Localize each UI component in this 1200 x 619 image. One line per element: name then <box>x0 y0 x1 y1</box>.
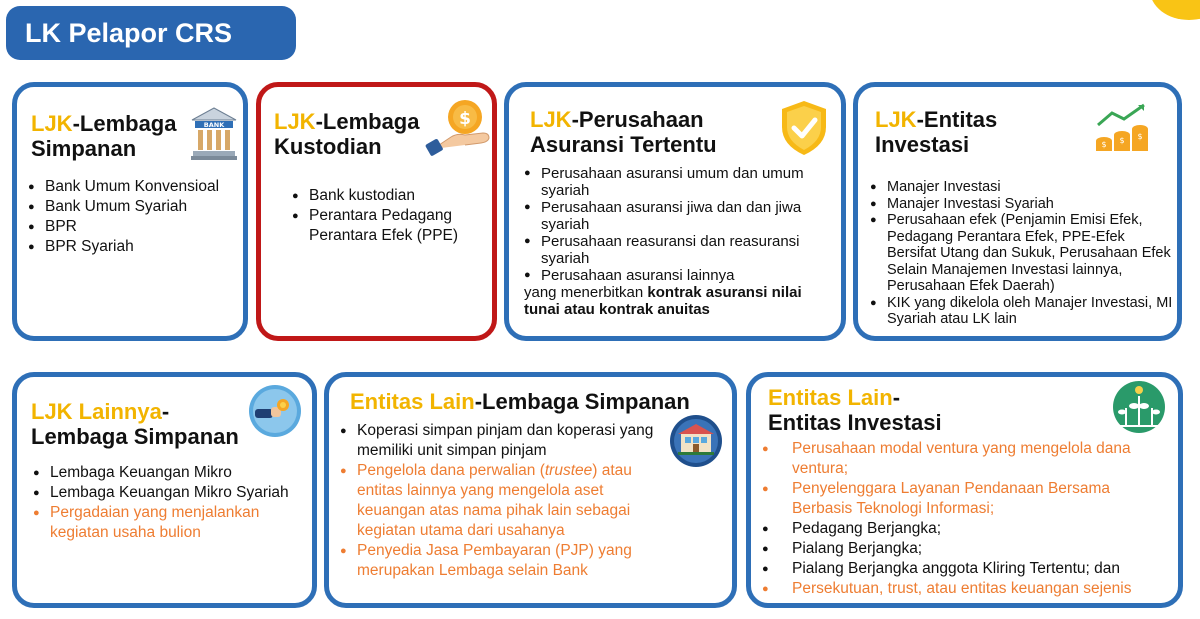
svg-text:$: $ <box>459 109 471 129</box>
item-list <box>762 439 1172 599</box>
card-heading: LJK-Perusahaan Asuransi Tertentu <box>530 107 717 157</box>
list-item: ● Penyedia Jasa Pembayaran (PJP) yang merupakan Lembaga selain Bank <box>340 541 658 581</box>
list-item: ● Manajer Investasi Syariah <box>870 196 1173 213</box>
item-list <box>28 177 238 257</box>
svg-text:$: $ <box>1137 132 1143 141</box>
card-entitas-lain-investasi <box>746 372 1183 608</box>
list-item: ● Pialang Berjangka; <box>762 539 1172 559</box>
list-item: ● Perusahaan asuransi jiwa dan dan jiwa syariah <box>524 199 836 233</box>
list-item: ● Bank Umum Syariah <box>28 197 238 217</box>
list-item: ● Perusahaan asuransi lainnya <box>524 267 836 284</box>
coins-growth-icon <box>1094 101 1154 155</box>
list-item: ● Pialang Berjangka anggota Kliring Tertentu; dan <box>762 559 1172 579</box>
list-item: ● Bank kustodian <box>292 186 472 206</box>
card-heading: Entitas Lain-Lembaga Simpanan <box>350 389 690 414</box>
list-item: ● KIK yang dikelola oleh Manajer Investasi, MI Syariah atau LK lain <box>870 295 1173 328</box>
svg-text:$: $ <box>1119 136 1125 145</box>
list-item: ● Perusahaan modal ventura yang mengelola dana ventura; <box>762 439 1172 479</box>
list-item: ● BPR <box>28 217 238 237</box>
card-heading: LJK-Lembaga Simpanan <box>31 111 177 161</box>
page-title: LK Pelapor CRS <box>6 6 296 60</box>
list-item: ● Perantara Pedagang Perantara Efek (PPE) <box>292 206 472 246</box>
corner-decoration <box>1150 0 1200 20</box>
card-ljk-lainnya <box>12 372 317 608</box>
card-entitas-investasi <box>853 82 1182 341</box>
list-item: ● Persekutuan, trust, atau entitas keuangan sejenis <box>762 579 1172 599</box>
card-heading: LJK-Lembaga Kustodian <box>274 109 420 159</box>
svg-text:$: $ <box>1101 140 1107 149</box>
hand-coin-icon <box>425 97 493 159</box>
handshake-coin-icon <box>247 383 303 439</box>
item-list <box>340 421 658 581</box>
plant-growth-icon <box>1110 380 1168 434</box>
list-item-continuation: yang menerbitkan kontrak asuransi nilai tunai atau kontrak anuitas <box>524 284 802 318</box>
card-entitas-lain-simpanan <box>324 372 737 608</box>
item-list <box>33 463 303 543</box>
list-item: ● BPR Syariah <box>28 237 238 257</box>
list-item: ● Pergadaian yang menjalankan kegiatan usaha bulion <box>33 503 303 543</box>
card-lembaga-kustodian <box>256 82 497 341</box>
shield-check-icon <box>779 99 829 157</box>
list-item: ● Penyelenggara Layanan Pendanaan Bersama Berbasis Teknologi Informasi; <box>762 479 1172 519</box>
item-list <box>292 186 472 246</box>
card-heading: Entitas Lain- Entitas Investasi <box>768 385 942 435</box>
card-heading: LJK-Entitas Investasi <box>875 107 998 157</box>
list-item: ● Pedagang Berjangka; <box>762 519 1172 539</box>
bank-icon <box>189 105 239 161</box>
item-list <box>524 165 836 318</box>
list-item: ● Manajer Investasi <box>870 179 1173 196</box>
list-item: ● Perusahaan reasuransi dan reasuransi syariah <box>524 233 836 267</box>
list-item: ● Lembaga Keuangan Mikro Syariah <box>33 483 303 503</box>
svg-text:BANK: BANK <box>203 121 225 129</box>
building-icon <box>668 414 724 468</box>
list-item: ● Koperasi simpan pinjam dan koperasi yang memiliki unit simpan pinjam <box>340 421 658 461</box>
list-item: ● Lembaga Keuangan Mikro <box>33 463 303 483</box>
list-item: ● Perusahaan asuransi umum dan umum syariah <box>524 165 836 199</box>
list-item: ● Pengelola dana perwalian (trustee) atau entitas lainnya yang mengelola aset keuangan atas nama pihak lain sebagai kegiatan utama dari usahanya <box>340 461 658 541</box>
card-lembaga-simpanan <box>12 82 248 341</box>
list-item: ● Perusahaan efek (Penjamin Emisi Efek, Pedagang Perantara Efek, PPE-Efek Bersifat Utang dan Sukuk, Perusahaan Efek Selain Manajemen Investasi lainnya, Perusahaan Efek Daerah) <box>870 212 1173 295</box>
card-perusahaan-asuransi <box>504 82 846 341</box>
item-list <box>870 179 1173 328</box>
list-item: ● Bank Umum Konvensioal <box>28 177 238 197</box>
card-heading: LJK Lainnya- Lembaga Simpanan <box>31 399 239 449</box>
